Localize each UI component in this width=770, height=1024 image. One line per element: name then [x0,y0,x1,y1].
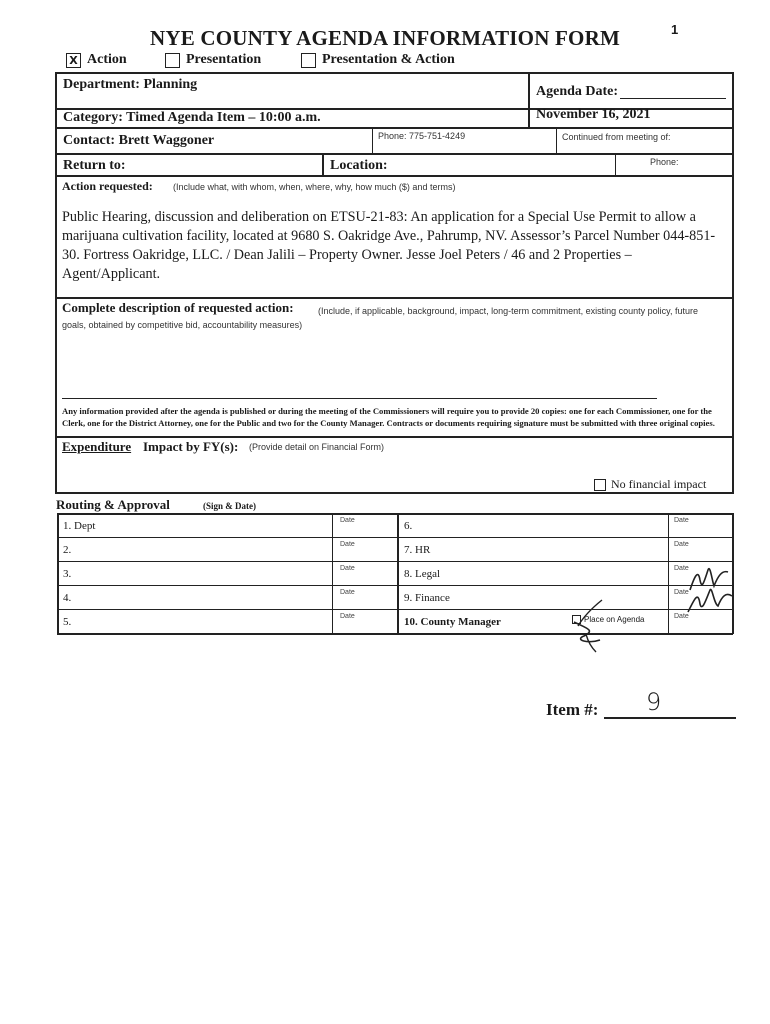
option-presentation[interactable] [165,52,261,68]
location: Location: [330,158,388,173]
contact-phone: Phone: 775-751-4249 [378,131,466,141]
contact: Contact: Brett Waggoner [63,133,215,148]
action-checkbox[interactable]: X [66,53,81,68]
date-label: Date [674,589,689,596]
place-on-agenda-label: Place on Agenda [584,615,645,624]
no-financial-checkbox[interactable] [594,479,606,491]
no-financial-impact-option[interactable] [594,477,706,492]
action-label: Action [87,52,127,67]
presentation-action-checkbox[interactable] [301,53,316,68]
presentation-checkbox[interactable] [165,53,180,68]
routing-row-1: 1. Dept [63,520,96,532]
routing-row-8: 8. Legal [404,568,441,580]
agenda-date-label: Agenda Date: [536,84,619,99]
date-label: Date [674,613,689,620]
complete-description-hint: (Include, if applicable, background, impact, long-term commitment, existing county policy, future goals, obtained by competitive bid, accountability measures) [62,306,699,330]
county-manager-signature [566,596,616,654]
option-action[interactable] [66,52,127,68]
agenda-date: November 16, 2021 [536,107,651,122]
category: Category: Timed Agenda Item – 10:00 a.m. [63,110,321,125]
date-label: Date [674,517,689,524]
action-requested-label: Action requested: [62,179,153,193]
option-presentation-action[interactable] [301,52,455,68]
legal-initials-signature [684,560,736,616]
action-requested-text: Public Hearing, discussion and deliberation on ETSU-21-83: An application for a Special Use Permit to allow a marijuana cultivation facility, located at 9680 S. Oakridge Ave., Pahrump, NV. Assessor’s Parcel Number 044-851-30. Fortress Oakridge, LLC. / Dean Jalili – Property Owner. Jesse Joel Peters / 46 and 2 Properties – Agent/Applicant. [62,209,716,282]
date-label: Date [674,565,689,572]
expenditure-impact-label: Impact by FY(s): [143,439,239,454]
department: Department: Planning [63,77,198,92]
routing-row-2: 2. [63,544,72,556]
routing-label: Routing & Approval [56,497,170,512]
return-to: Return to: [63,158,126,173]
routing-row-5: 5. [63,616,72,628]
routing-row-3: 3. [63,568,72,580]
no-financial-label: No financial impact [611,477,707,491]
copies-notice: Any information provided after the agenda is published or during the meeting of the Commissioners will require you to provide 20 copies: one for each Commissioner, one for the Clerk, one for the District Attorney, one for the Public and two for the County Manager. Contracts or documents requiring signature must be submitted with three original copies. [62,406,715,428]
page-number: 1 [671,22,679,37]
routing-row-10: 10. County Manager [404,616,501,628]
date-label: Date [340,541,355,548]
routing-row-6: 6. [404,520,413,532]
complete-description-label: Complete description of requested action: [62,300,294,315]
presentation-label: Presentation [186,52,262,67]
expenditure-label: Expenditure [62,439,132,454]
date-label: Date [340,565,355,572]
routing-row-9: 9. Finance [404,592,450,604]
presentation-action-label: Presentation & Action [322,52,455,67]
item-number-value: 9 [646,688,662,716]
routing-row-4: 4. [63,592,72,604]
expenditure-hint: (Provide detail on Financial Form) [249,442,385,452]
routing-row-7: 7. HR [404,544,431,556]
routing-hint: (Sign & Date) [203,501,256,511]
phone-2: Phone: [650,157,679,167]
date-label: Date [340,589,355,596]
continued-from: Continued from meeting of: [562,132,671,142]
date-label: Date [674,541,689,548]
action-requested-hint: (Include what, with whom, when, where, why, how much ($) and terms) [173,182,456,192]
date-label: Date [340,517,355,524]
item-number-label: Item #: [546,700,599,719]
form-title: NYE COUNTY AGENDA INFORMATION FORM [150,26,620,50]
item-number-line [604,717,736,719]
date-label: Date [340,613,355,620]
